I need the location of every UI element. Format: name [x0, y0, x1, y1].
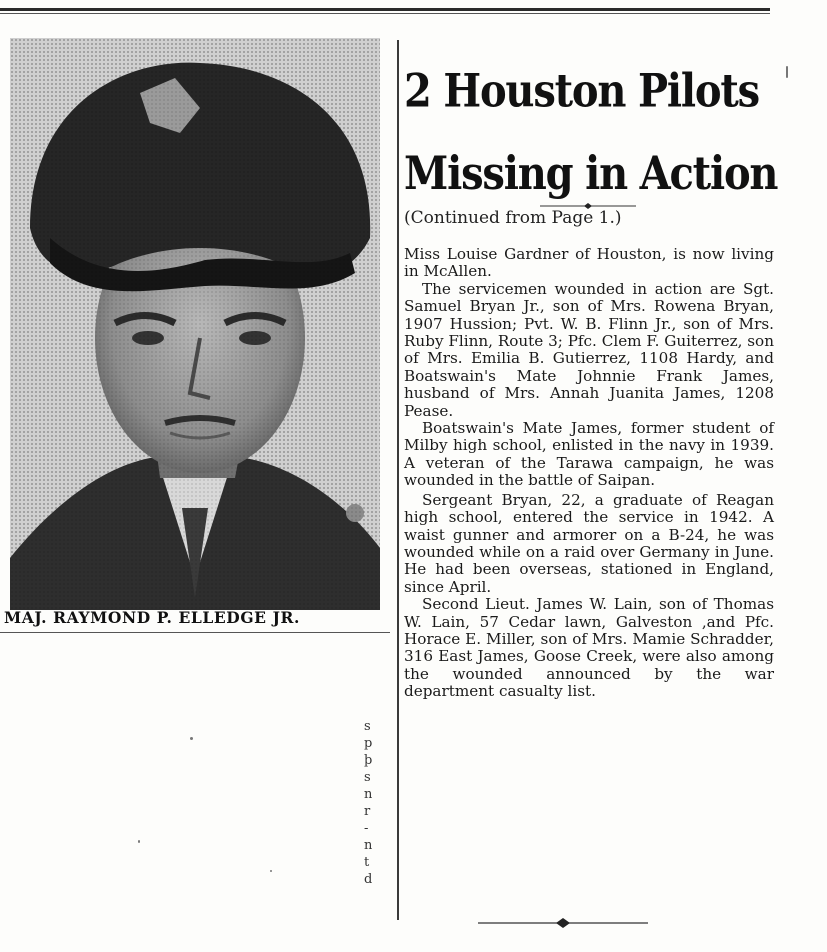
column-rule: [397, 40, 399, 920]
photo-caption: MAJ. RAYMOND P. ELLEDGE JR.: [4, 608, 300, 627]
margin-letter: s: [364, 719, 371, 734]
paper-speck: [786, 66, 788, 78]
paper-speck: [138, 840, 140, 843]
end-ornament: [478, 918, 648, 928]
top-rule: [0, 8, 770, 11]
paper-speck: [190, 737, 193, 740]
paragraph-1: Miss Louise Gardner of Houston, is now living in McAllen.: [404, 245, 774, 281]
headline-line-1: 2 Houston Pilots: [404, 63, 759, 118]
margin-letter: -: [364, 821, 369, 836]
paragraph-5: Second Lieut. James W. Lain, son of Thomas W. Lain, 57 Cedar lawn, Galveston ,and Pfc. Horace E. Miller, son of Mrs. Mamie Schradder, 316 East James, Goose Creek, were also among the wounded announced by the war department casualty list.: [404, 595, 774, 701]
margin-letter: þ: [364, 753, 373, 768]
margin-letter: d: [364, 872, 373, 887]
paper-speck: [270, 870, 272, 872]
headline: [404, 50, 784, 216]
paragraph-2: The servicemen wounded in action are Sgt. Samuel Bryan Jr., son of Mrs. Rowena Bryan, 1907 Hussion; Pvt. W. B. Flinn Jr., son of Mrs. Ruby Flinn, Route 3; Pfc. Clem F. Guiterrez, son of Mrs. Emilia B. Gutierrez, 1108 Hardy, and Boatswain's Mate Johnnie Frank James, husband of Mrs. Annah Juanita James, 1208 Pease.: [404, 279, 774, 420]
paragraph-3: Boatswain's Mate James, former student of Milby high school, enlisted in the navy in 1939. A veteran of the Tarawa campaign, he was wounded in the battle of Saipan.: [404, 419, 774, 490]
top-rule-thin: [0, 13, 770, 14]
paragraph-4: Sergeant Bryan, 22, a graduate of Reagan high school, entered the service in 1942. A waist gunner and armorer on a B-24, he was wounded while on a raid over Germany in June. He had been overseas, stationed in England, since April.: [404, 490, 774, 596]
continued-note: (Continued from Page 1.): [404, 208, 622, 228]
margin-fragment: [364, 718, 378, 888]
margin-letter: s: [364, 770, 371, 785]
margin-letter: r: [364, 804, 371, 819]
headline-line-2: Missing in Action: [404, 146, 778, 201]
margin-letter: t: [364, 855, 370, 870]
caption-rule: [0, 632, 390, 633]
margin-letter: p: [364, 736, 373, 751]
portrait-photo: [10, 38, 380, 610]
article-body: [404, 246, 774, 701]
margin-letter: n: [364, 838, 373, 853]
margin-letter: n: [364, 787, 373, 802]
